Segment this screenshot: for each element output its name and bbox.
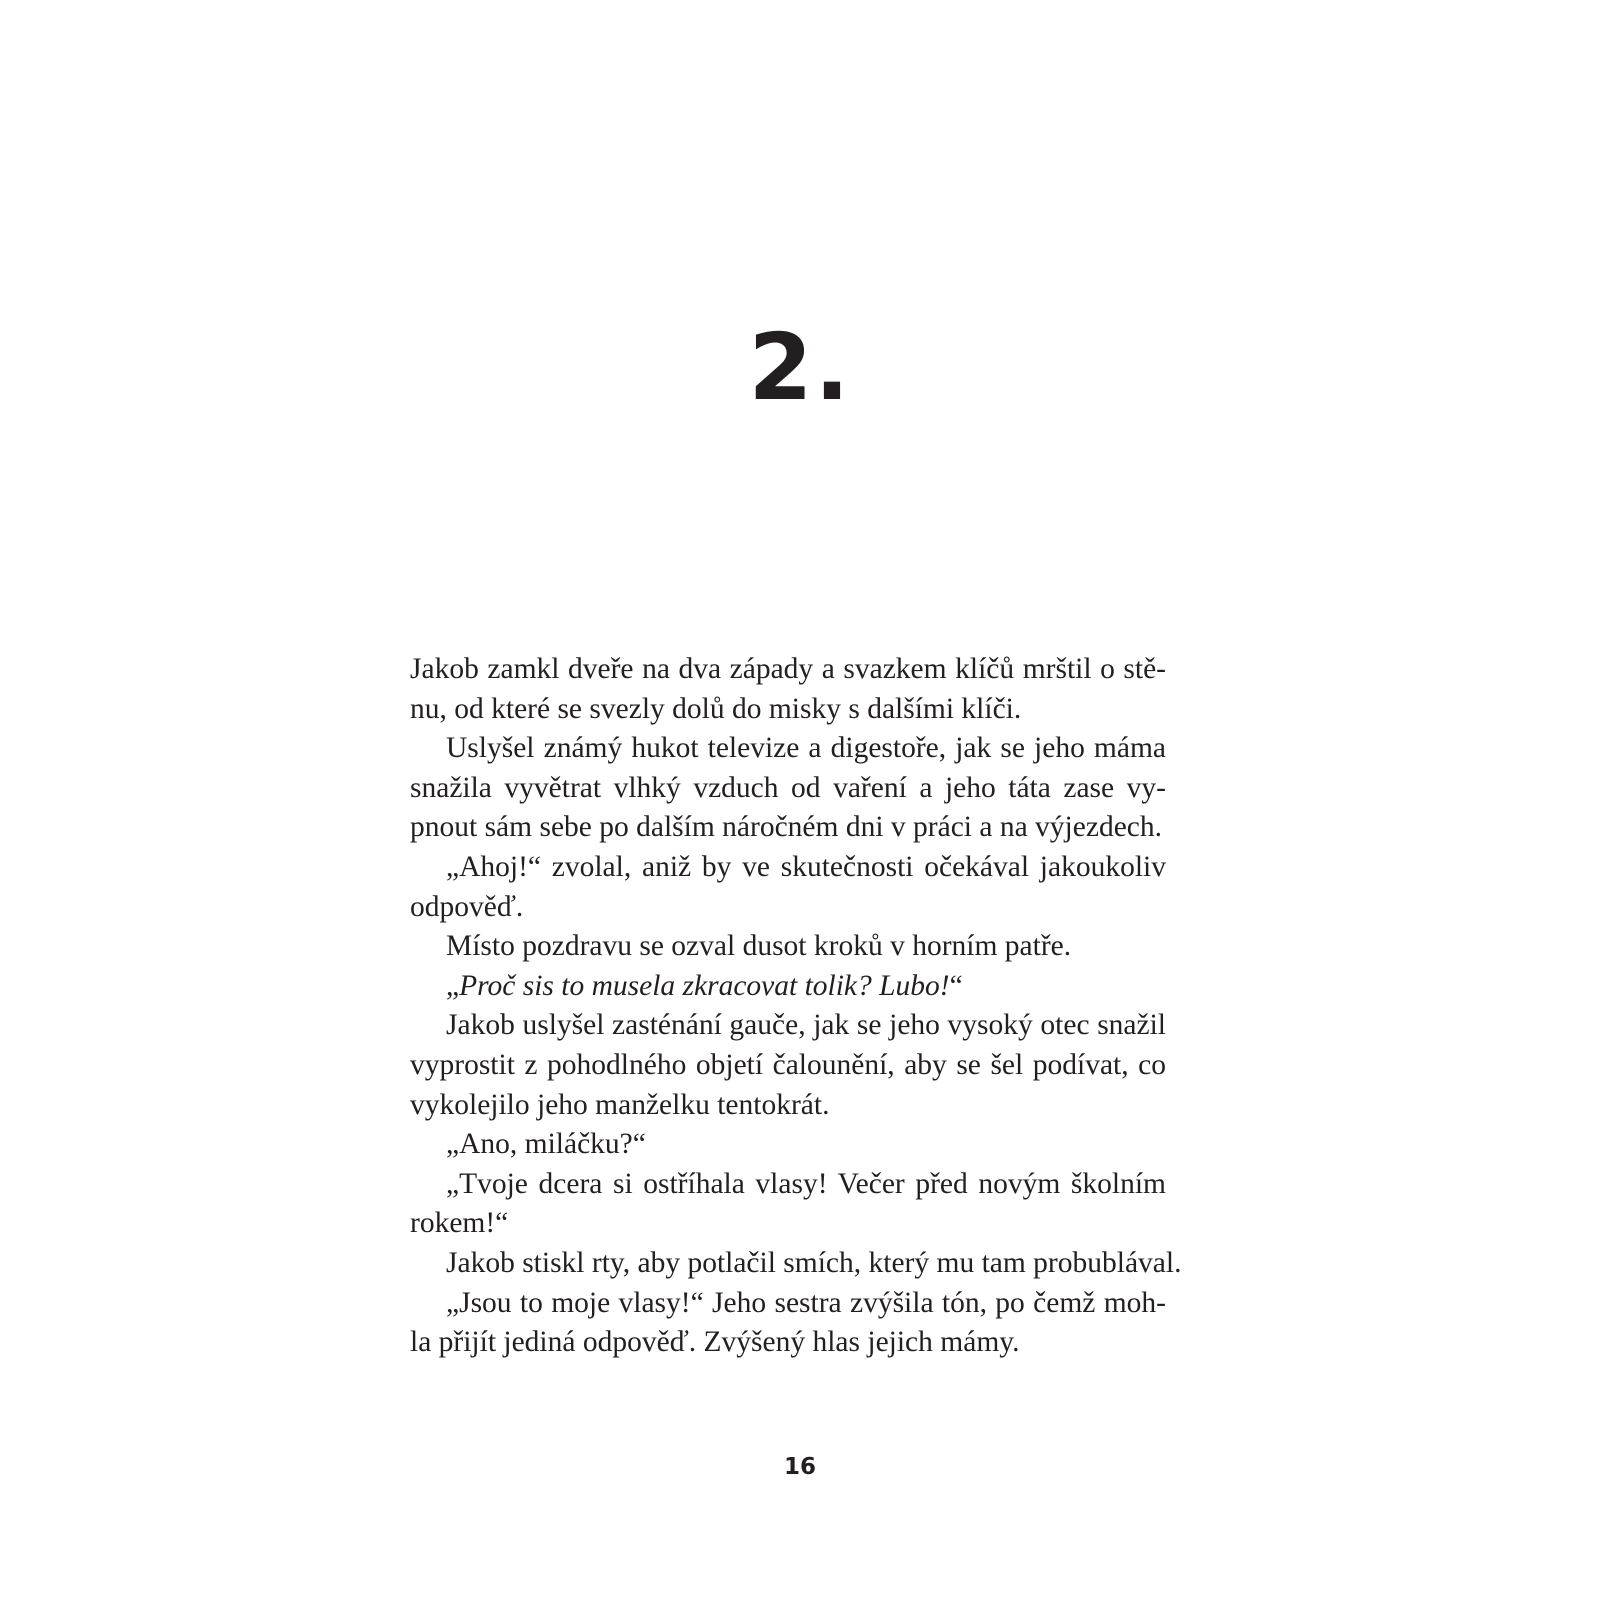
- text-line: „Tvoje dcera si ostříhala vlasy! Večer před novým školním: [446, 1167, 1166, 1200]
- text-line: „Jsou to moje vlasy!“ Jeho sestra zvýšila tón, po čemž moh-: [446, 1286, 1166, 1319]
- quote-close: “: [949, 969, 963, 1002]
- text-line: Jakob stiskl rty, aby potlačil smích, který mu tam probublával.: [446, 1246, 1182, 1279]
- text-line: „Ano, miláčku?“: [446, 1128, 646, 1161]
- italic-speech: Proč sis to musela zkracovat tolik? Lubo!: [459, 969, 950, 1002]
- text-line: Uslyšel známý hukot televize a digestoře, jak se jeho máma: [446, 732, 1166, 765]
- text-line: Místo pozdravu se ozval dusot kroků v horním patře.: [446, 930, 1072, 963]
- text-line: snažila vyvětrat vlhký vzduch od vaření a jeho táta zase vy-: [410, 771, 1166, 804]
- text-line: Jakob zamkl dveře na dva západy a svazkem klíčů mrštil o stě-: [410, 653, 1166, 685]
- text-line: la přijít jediná odpověď. Zvýšený hlas jejich mámy.: [410, 1326, 1020, 1359]
- text-line: [410, 967, 1166, 1007]
- text-line: nu, od které se svezly dolů do misky s dalšími klíči.: [410, 692, 1022, 725]
- text-line: Jakob uslyšel zasténání gauče, jak se jeho vysoký otec snažil: [446, 1009, 1166, 1042]
- text-line: „Ahoj!“ zvolal, aniž by ve skutečnosti očekával jakoukoliv: [446, 850, 1166, 883]
- text-line: odpověď.: [410, 890, 524, 923]
- text-line: vyprostit z pohodlného objetí čalounění, aby se šel podívat, co: [410, 1048, 1166, 1081]
- quote-open: „: [446, 969, 460, 1002]
- body-text: [410, 650, 1182, 1363]
- text-line: pnout sám sebe po dalším náročném dni v práci a na výjezdech.: [410, 811, 1163, 844]
- text-line: rokem!“: [410, 1207, 509, 1240]
- text-line: vykolejilo jeho manželku tentokrát.: [410, 1088, 830, 1121]
- page-number: 16: [783, 1454, 816, 1480]
- chapter-number: 2.: [748, 314, 852, 421]
